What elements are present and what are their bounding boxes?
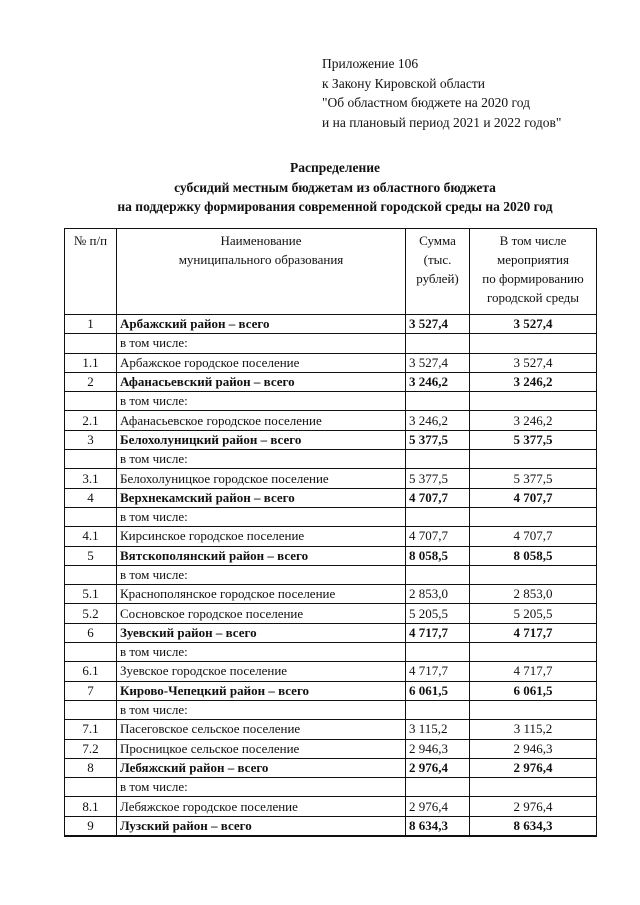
row-number-cell: 4.1 <box>65 527 117 546</box>
row-name-cell: в том числе: <box>117 565 406 584</box>
row-number-cell: 5.2 <box>65 604 117 623</box>
row-sum-cell: 8 634,3 <box>406 816 470 836</box>
row-name-cell: в том числе: <box>117 334 406 353</box>
row-including-cell <box>470 450 597 469</box>
row-including-cell: 3 527,4 <box>470 315 597 334</box>
row-including-cell: 3 527,4 <box>470 353 597 372</box>
row-name-cell: Зуевское городское поселение <box>117 662 406 681</box>
table-row <box>65 797 597 816</box>
row-sum-cell: 2 976,4 <box>406 797 470 816</box>
row-sum-cell: 2 853,0 <box>406 585 470 604</box>
row-sum-cell: 3 246,2 <box>406 372 470 391</box>
row-including-cell: 6 061,5 <box>470 681 597 700</box>
row-number-cell <box>65 450 117 469</box>
document-heading <box>40 158 630 217</box>
row-including-cell: 2 853,0 <box>470 585 597 604</box>
row-sum-cell <box>406 565 470 584</box>
row-sum-cell <box>406 392 470 411</box>
row-including-cell <box>470 334 597 353</box>
row-name-cell: Верхнекамский район – всего <box>117 488 406 507</box>
row-number-cell: 3.1 <box>65 469 117 488</box>
row-including-cell <box>470 392 597 411</box>
row-name-cell: Арбажское городское поселение <box>117 353 406 372</box>
row-sum-cell <box>406 507 470 526</box>
row-name-cell: Зуевский район – всего <box>117 623 406 642</box>
row-number-cell: 5 <box>65 546 117 565</box>
row-sum-cell: 5 377,5 <box>406 469 470 488</box>
appendix-line: "Об областном бюджете на 2020 год <box>322 95 530 110</box>
table-row <box>65 778 597 797</box>
row-number-cell: 6 <box>65 623 117 642</box>
row-sum-cell: 6 061,5 <box>406 681 470 700</box>
row-name-cell: Пасеговское сельское поселение <box>117 720 406 739</box>
table-row <box>65 758 597 777</box>
row-name-cell: Вятскополянский район – всего <box>117 546 406 565</box>
heading-line: на поддержку формирования современной городской среды на 2020 год <box>117 199 553 214</box>
appendix-block <box>322 54 622 132</box>
row-number-cell: 7.2 <box>65 739 117 758</box>
row-name-cell: в том числе: <box>117 643 406 662</box>
row-name-cell: в том числе: <box>117 450 406 469</box>
row-number-cell: 7.1 <box>65 720 117 739</box>
row-including-cell: 8 634,3 <box>470 816 597 836</box>
row-including-cell: 4 717,7 <box>470 662 597 681</box>
table-row <box>65 546 597 565</box>
row-number-cell <box>65 778 117 797</box>
row-sum-cell <box>406 643 470 662</box>
table-row <box>65 430 597 449</box>
row-name-cell: Афанасьевское городское поселение <box>117 411 406 430</box>
row-name-cell: Арбажский район – всего <box>117 315 406 334</box>
heading-line: субсидий местным бюджетам из областного бюджета <box>174 179 496 195</box>
row-including-cell: 2 946,3 <box>470 739 597 758</box>
subsidy-table <box>64 228 597 837</box>
row-sum-cell: 3 115,2 <box>406 720 470 739</box>
row-including-cell: 4 707,7 <box>470 488 597 507</box>
row-including-cell <box>470 700 597 719</box>
appendix-line: и на плановый период 2021 и 2022 годов" <box>322 114 562 130</box>
row-name-cell: Белохолуницкое городское поселение <box>117 469 406 488</box>
row-name-cell: Лузский район – всего <box>117 816 406 836</box>
row-number-cell <box>65 507 117 526</box>
row-name-cell: в том числе: <box>117 392 406 411</box>
table-row <box>65 469 597 488</box>
row-number-cell: 1.1 <box>65 353 117 372</box>
row-number-cell: 7 <box>65 681 117 700</box>
row-including-cell <box>470 643 597 662</box>
row-including-cell: 5 377,5 <box>470 430 597 449</box>
row-number-cell: 3 <box>65 430 117 449</box>
table-row <box>65 585 597 604</box>
table-row <box>65 450 597 469</box>
row-name-cell: Лебяжский район – всего <box>117 758 406 777</box>
row-number-cell: 1 <box>65 315 117 334</box>
row-sum-cell <box>406 778 470 797</box>
table-row <box>65 315 597 334</box>
row-sum-cell: 3 527,4 <box>406 315 470 334</box>
table-row <box>65 411 597 430</box>
row-sum-cell: 3 246,2 <box>406 411 470 430</box>
row-including-cell <box>470 565 597 584</box>
row-name-cell: Просницкое сельское поселение <box>117 739 406 758</box>
row-number-cell: 6.1 <box>65 662 117 681</box>
row-including-cell: 3 246,2 <box>470 411 597 430</box>
table-row <box>65 623 597 642</box>
header-including: В том числе мероприятия по формированию городской среды <box>470 229 597 315</box>
table-row <box>65 816 597 836</box>
row-including-cell: 3 246,2 <box>470 372 597 391</box>
row-sum-cell <box>406 334 470 353</box>
row-name-cell: Краснополянское городское поселение <box>117 585 406 604</box>
row-sum-cell: 8 058,5 <box>406 546 470 565</box>
row-name-cell: Кирово-Чепецкий район – всего <box>117 681 406 700</box>
row-sum-cell: 4 707,7 <box>406 527 470 546</box>
row-name-cell: Лебяжское городское поселение <box>117 797 406 816</box>
row-including-cell: 8 058,5 <box>470 546 597 565</box>
row-name-cell: в том числе: <box>117 507 406 526</box>
header-num: № п/п <box>65 229 117 315</box>
table-row <box>65 681 597 700</box>
row-including-cell: 4 717,7 <box>470 623 597 642</box>
row-number-cell: 2 <box>65 372 117 391</box>
row-number-cell <box>65 392 117 411</box>
table-row <box>65 527 597 546</box>
row-including-cell: 4 707,7 <box>470 527 597 546</box>
table-row <box>65 334 597 353</box>
row-sum-cell: 2 976,4 <box>406 758 470 777</box>
row-including-cell: 5 205,5 <box>470 604 597 623</box>
row-including-cell <box>470 778 597 797</box>
row-name-cell: Афанасьевский район – всего <box>117 372 406 391</box>
header-sum: Сумма (тыс. рублей) <box>406 229 470 315</box>
row-sum-cell: 4 717,7 <box>406 623 470 642</box>
row-sum-cell: 2 946,3 <box>406 739 470 758</box>
row-sum-cell: 5 205,5 <box>406 604 470 623</box>
row-number-cell <box>65 643 117 662</box>
row-number-cell: 8.1 <box>65 797 117 816</box>
row-number-cell <box>65 565 117 584</box>
row-sum-cell: 3 527,4 <box>406 353 470 372</box>
row-including-cell: 2 976,4 <box>470 758 597 777</box>
row-including-cell: 5 377,5 <box>470 469 597 488</box>
appendix-line: к Закону Кировской области <box>322 75 486 91</box>
header-name: Наименование муниципального образования <box>117 229 406 315</box>
table-row <box>65 662 597 681</box>
table-row <box>65 507 597 526</box>
table-row <box>65 604 597 623</box>
table-row <box>65 392 597 411</box>
row-number-cell <box>65 334 117 353</box>
row-sum-cell <box>406 450 470 469</box>
row-including-cell <box>470 507 597 526</box>
table-row <box>65 700 597 719</box>
row-number-cell: 8 <box>65 758 117 777</box>
row-sum-cell: 4 717,7 <box>406 662 470 681</box>
row-name-cell: Сосновское городское поселение <box>117 604 406 623</box>
row-number-cell: 4 <box>65 488 117 507</box>
row-number-cell: 2.1 <box>65 411 117 430</box>
row-number-cell <box>65 700 117 719</box>
heading-line: Распределение <box>289 160 381 175</box>
row-sum-cell: 5 377,5 <box>406 430 470 449</box>
row-including-cell: 3 115,2 <box>470 720 597 739</box>
row-name-cell: в том числе: <box>117 700 406 719</box>
row-sum-cell: 4 707,7 <box>406 488 470 507</box>
table-row <box>65 643 597 662</box>
appendix-line: Приложение 106 <box>322 56 419 71</box>
row-sum-cell <box>406 700 470 719</box>
table-row <box>65 565 597 584</box>
table-row <box>65 372 597 391</box>
table-row <box>65 739 597 758</box>
row-number-cell: 9 <box>65 816 117 836</box>
row-name-cell: Кирсинское городское поселение <box>117 527 406 546</box>
row-name-cell: в том числе: <box>117 778 406 797</box>
table-row <box>65 488 597 507</box>
table-row <box>65 353 597 372</box>
row-name-cell: Белохолуницкий район – всего <box>117 430 406 449</box>
table-row <box>65 720 597 739</box>
row-including-cell: 2 976,4 <box>470 797 597 816</box>
row-number-cell: 5.1 <box>65 585 117 604</box>
table-header-row <box>65 229 597 315</box>
